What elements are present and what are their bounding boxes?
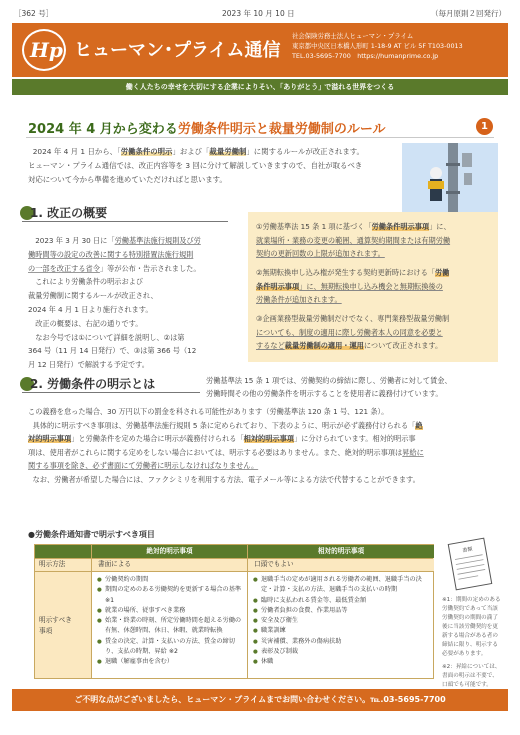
issue-frequency: （毎月原則２回発行） (431, 9, 506, 18)
amendment-item-1: ①労働基準法 15 条 1 項に基づく「労働条件明示事項」に、 就業場所・業務の変更の範囲、通算契約期間または有期労働 契約の更新回数の上限が追加されます。 (256, 222, 451, 258)
list-item: ● 退職（解雇事由を含む） (97, 657, 247, 667)
footer-text: ご不明な点がございましたら、ヒューマン・プライムまでお問い合わせください。℡.03-5695-7700 (74, 695, 446, 704)
list-item: ● 臨時に支払われる賃金等、最低賃金額 (253, 596, 429, 606)
company-address: 東京都中央区日本橋人形町 1-18-9 AT ビル 5F T103-0013 (292, 42, 463, 50)
table-header-relative: 相対的明示事項 (248, 545, 434, 558)
contact-footer (12, 689, 508, 711)
article-title: 2024 年 4 月から変わる労働条件明示と裁量労働制のルール (28, 122, 386, 137)
list-item: ● 職業訓練 (253, 626, 429, 636)
document-icon (442, 535, 498, 593)
newsletter-header (12, 23, 508, 77)
worker-photo (402, 143, 498, 217)
list-item: ● 期間の定めのある労働契約を更新する場合の基準 ※1 (97, 585, 247, 606)
intro-paragraph: 2024 年 4 月 1 日から、「労働条件の明示」および「裁量労働制」に関するルールが改正されます。 ヒューマン・プライム通信では、改正内容等を 3 回に分けて解説していきますので、自社が取るべき 対応について今から準備を進めていただければと思います。 (28, 147, 364, 184)
table-heading: ●労働条件通知書で明示すべき項目 (28, 530, 155, 539)
issue-number: ［362 号］ (14, 9, 54, 18)
svg-text:書類: 書類 (462, 546, 474, 555)
list-item: ● 労働契約の期間 (97, 575, 247, 585)
section2-body: この義務を怠った場合、30 万円以下の罰金を科される可能性があります（労働基準法 120 条 1 号、121 条）。 具体的に明示すべき事項は、労働基準法施行規則 5 条に定められており、下表のように、明示が必ず義務付けられる「絶 対的明示事項」と労働条件を定めた場合に明示が義務付けられる「相対的明示事項」に分けられています。相対的明示事 項は、使用者がこれらに関する定めをしない場合においては、明示する必要はありません。また、絶対的明示事項は昇給に 関する事項を除き、必ず書面にて労働者に明示しなければなりません。 なお、労働者が希望した場合には、ファクシミリを利用する方法、電子メール等による方法で代替することができます。 (28, 407, 424, 484)
company-name: 社会保険労務士法人ヒューマン・プライム (292, 32, 414, 40)
list-item: ● 賃金の決定、計算・支払いの方法、賃金の締切り、支払の時期、昇給 ※2 (97, 637, 247, 658)
list-item: ● 休職 (253, 657, 429, 667)
list-item: ● 就業の場所、従事すべき業務 (97, 606, 247, 616)
list-item: ● 災害補償、業務外の傷病扶助 (253, 637, 429, 647)
title-divider (26, 137, 494, 138)
list-item: ● 始業・終業の時刻、所定労働時間を超える労働の有無、休憩時間、休日、休暇、就業時転換 (97, 616, 247, 637)
tagline-bar (12, 79, 508, 95)
section2-lead: 労働基準法 15 条 1 項では、労働契約の締結に際し、労働者に対して賃金、 労働時間その他の労働条件を明示することを使用者に義務付けています。 (206, 376, 452, 399)
method-absolute: 書面による (92, 558, 247, 571)
issue-date: 2023 年 10 月 10 日 (222, 9, 295, 18)
list-item: ● 安全及び衛生 (253, 616, 429, 626)
section2-divider (22, 392, 200, 393)
tagline-text: 働く人たちの幸せを大切にする企業によりそい、｢ありがとう｣ で溢れる世界をつくる (125, 83, 395, 91)
list-item: ● 表彰及び制裁 (253, 647, 429, 657)
company-logo: Hp (22, 29, 66, 71)
note-1: ※1：期間の定めのある労働契約であって当該労働契約の期間の満了後に当該労働契約を更新する場合がある者の締結に限り、明示する必要があります。 (442, 597, 501, 657)
table-header-absolute: 絶対的明示事項 (92, 545, 247, 558)
relative-items-list (253, 575, 429, 668)
absolute-items-list (97, 575, 247, 668)
table-notes (442, 596, 502, 690)
note-2: ※2：昇給については、書面の明示は不要で、口頭でも可能です。 (442, 664, 501, 688)
items-row-label: 明示すべき 事項 (35, 571, 91, 678)
amendment-item-3: ③企画業務型裁量労働制だけでなく、専門業務型裁量労働制 についても、制度の適用に際し労働者本人の同意を必要と するなど裁量労働制の適用・運用について改正されます。 (256, 314, 450, 350)
issue-topline (14, 6, 506, 20)
method-label: 明示方法 (35, 558, 91, 571)
amendment-item-2: ②無期転換申し込み権が発生する契約更新時における「労働 条件明示事項」に、無期転換申し込み機会と無期転換後の 労働条件が追加されます。 (256, 268, 450, 304)
company-contact (292, 31, 463, 61)
company-phone-url: TEL.03-5695-7700 https://humanprime.co.jp (292, 52, 439, 60)
list-item: ● 労働者負担の食費、作業用品等 (253, 606, 429, 616)
list-item: ● 退職手当の定めが適用される労働者の範囲、退職手当の決定・計算・支払の方法、退職手当の支払いの時期 (253, 575, 429, 596)
section1-body: 2023 年 3 月 30 日に「労働基準法施行規則及び労 働時間等の設定の改善に関する特別措置法施行規則 の一部を改正する省令」等が公布・告示されました。 これにより労働条件の明示および 裁量労働制に関するルールが改正され、 2024 年 4 月 1 日より施行されます。 改正の概要は、右記の通りです。 なお今号では①について詳細を説明し、②は第 364 号（11 月 14 日発行）で、③は第 366 号（12 月 12 日発行）で解説する予定です。 (28, 236, 201, 370)
disclosure-items-table (34, 544, 434, 679)
table-header-blank (35, 545, 91, 558)
method-relative: 口頭でもよい (248, 558, 434, 571)
section1-title: 1. 改正の概要 (30, 206, 108, 220)
newsletter-name: ヒューマン･プライム通信 (74, 40, 281, 61)
section2-title: 2. 労働条件の明示とは (30, 377, 156, 391)
section1-divider (22, 221, 228, 222)
amendment-summary-box (248, 212, 498, 362)
part-number-badge: 1 (476, 118, 493, 135)
